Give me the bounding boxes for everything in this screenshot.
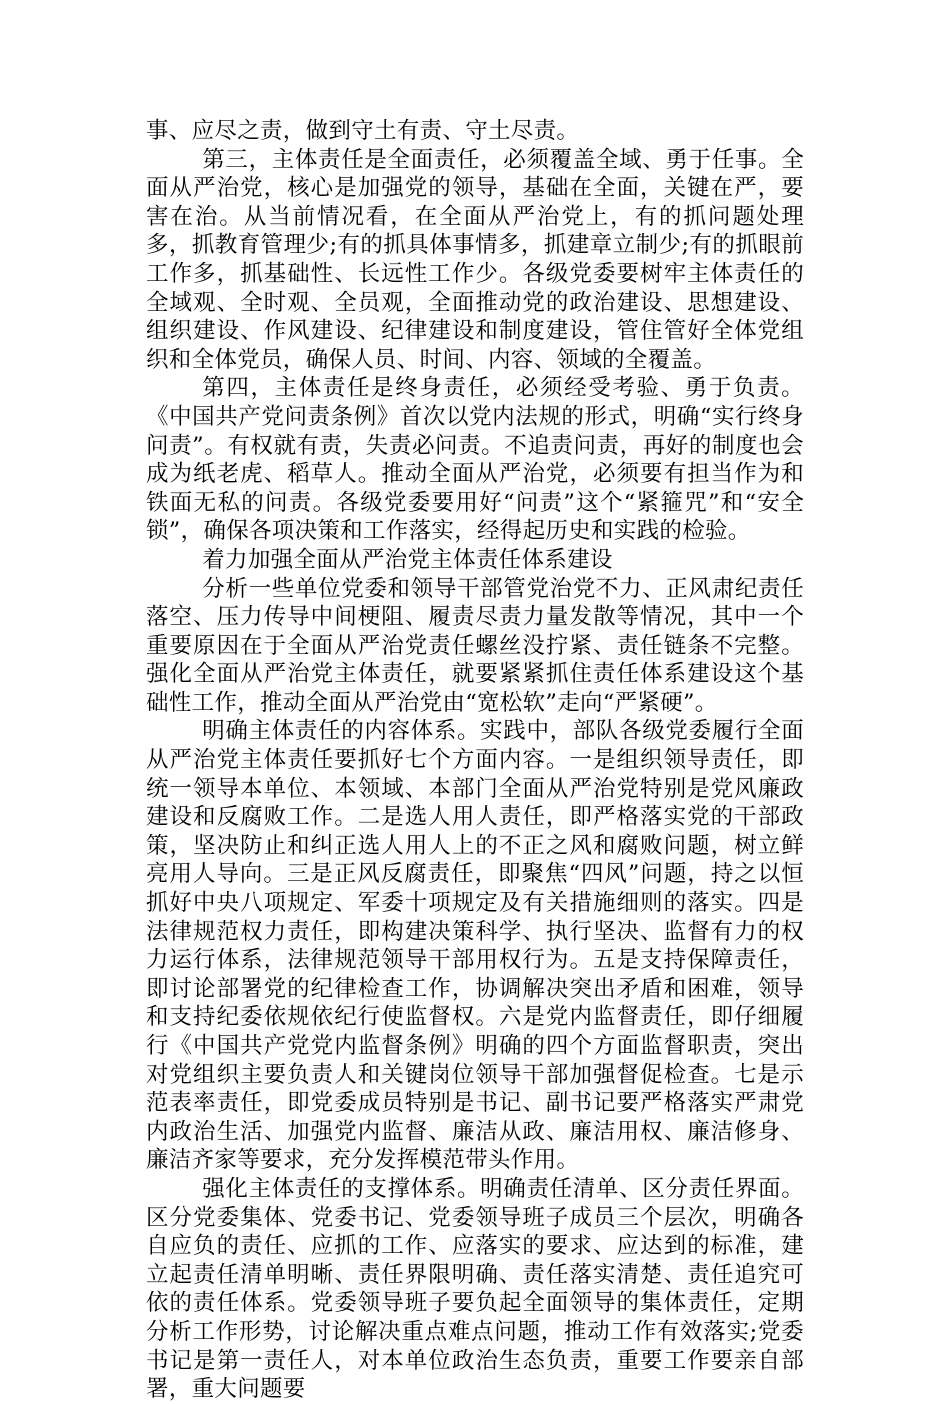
paragraph-content-system: 明确主体责任的内容体系。实践中，部队各级党委履行全面从严治党主体责任要抓好七个方面内容。一是组织领导责任，即统一领导本单位、本领域、本部门全面从严治党特别是党风廉政建设和反腐败工作。二是选人用人责任，即严格落实党的干部政策，坚决防止和纠正选人用人上的不正之风和腐败问题，树立鲜亮用人导向。三是正风反腐责任，即聚焦“四风”问题，持之以恒抓好中央八项规定、军委十项规定及有关措施细则的落实。四是法律规范权力责任，即构建决策科学、执行坚决、监督有力的权力运行体系，法律规范领导干部用权行为。五是支持保障责任，即讨论部署党的纪律检查工作，协调解决突出矛盾和困难，领导和支持纪委依规依纪行使监督权。六是党内监督责任，即仔细履行《中国共产党党内监督条例》明确的四个方面监督职责，突出对党组织主要负责人和关键岗位领导干部加强督促检查。七是示范表率责任，即党委成员特别是书记、副书记要严格落实严肃党内政治生活、加强党内监督、廉洁从政、廉洁用权、廉洁修身、廉洁齐家等要求，充分发挥模范带头作用。 — [146, 718, 804, 1174]
paragraph-third-point: 第三，主体责任是全面责任，必须覆盖全域、勇于任事。全面从严治党，核心是加强党的领导，基础在全面，关键在严，要害在治。从当前情况看，在全面从严治党上，有的抓问题处理多，抓教育管理少;有的抓具体事情多，抓建章立制少;有的抓眼前工作多，抓基础性、长远性工作少。各级党委要树牢主体责任的全域观、全时观、全员观，全面推动党的政治建设、思想建设、组织建设、作风建设、纪律建设和制度建设，管住管好全体党组织和全体党员，确保人员、时间、内容、领域的全覆盖。 — [146, 146, 804, 373]
document-body — [146, 117, 804, 1404]
paragraph-fourth-point: 第四，主体责任是终身责任，必须经受考验、勇于负责。《中国共产党问责条例》首次以党内法规的形式，明确“实行终身问责”。有权就有责，失责必问责。不追责问责，再好的制度也会成为纸老虎、稻草人。推动全面从严治党，必须要有担当作为和铁面无私的问责。各级党委要用好“问责”这个“紧箍咒”和“安全锁”，确保各项决策和工作落实，经得起历史和实践的检验。 — [146, 375, 804, 545]
paragraph-continuation: 事、应尽之责，做到守土有责、守土尽责。 — [146, 118, 580, 144]
paragraph-support-system: 强化主体责任的支撑体系。明确责任清单、区分责任界面。区分党委集体、党委书记、党委领导班子成员三个层次，明确各自应负的责任、应抓的工作、应落实的要求、应达到的标准，建立起责任清单明晰、责任界限明确、责任落实清楚、责任追究可依的责任体系。党委领导班子要负起全面领导的集体责任，定期分析工作形势，讨论解决重点难点问题，推动工作有效落实;党委书记是第一责任人，对本单位政治生态负责，重要工作要亲自部署，重大问题要 — [146, 1175, 804, 1403]
paragraph-analysis: 分析一些单位党委和领导干部管党治党不力、正风肃纪责任落空、压力传导中间梗阻、履责尽责力量发散等情况，其中一个重要原因在于全面从严治党责任螺丝没拧紧、责任链条不完整。强化全面从严治党主体责任，就要紧紧抓住责任体系建设这个基础性工作，推动全面从严治党由“宽松软”走向“严紧硬”。 — [146, 575, 804, 716]
section-heading: 着力加强全面从严治党主体责任体系建设 — [202, 546, 613, 573]
